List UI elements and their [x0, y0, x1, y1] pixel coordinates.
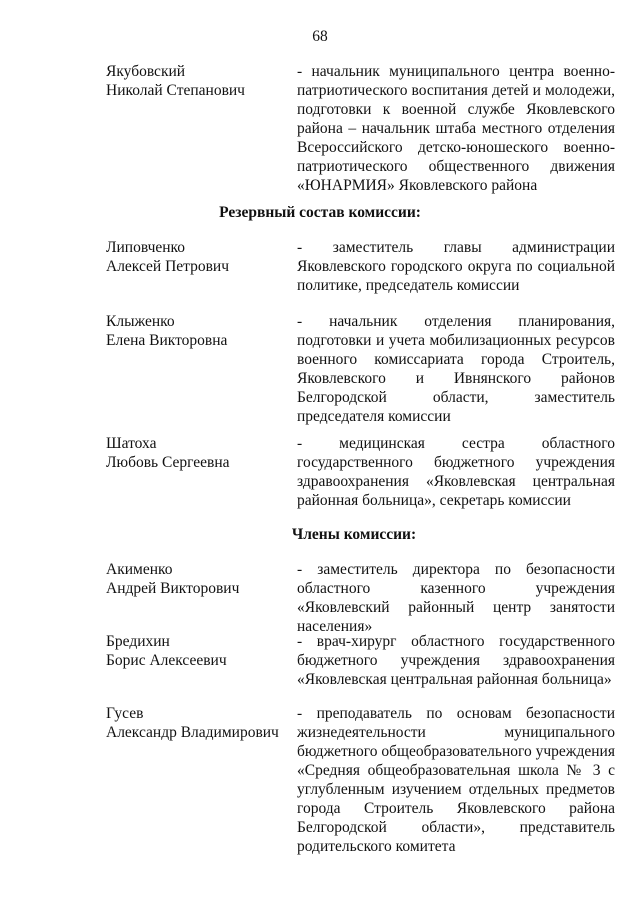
given-name: Любовь Сергеевна	[106, 454, 230, 471]
given-name: Борис Алексеевич	[106, 652, 227, 669]
given-name: Андрей Викторович	[106, 580, 240, 597]
surname: Якубовский	[106, 63, 186, 80]
person-role: - медицинская сестра областного государственного бюджетного учреждения здравоохранения «Яковлевская центральная районная больница», секретарь комиссии	[297, 435, 615, 509]
person-role: - заместитель директора по безопасности областного казенного учреждения «Яковлевский районный центр занятости населения»	[297, 561, 615, 635]
person-name	[106, 238, 291, 276]
surname: Липовченко	[106, 239, 186, 256]
person-role: - врач-хирург областного государственного бюджетного учреждения здравоохранения «Яковлевская центральная районная больница»	[297, 633, 615, 688]
given-name: Александр Владимирович	[106, 724, 279, 741]
person-role: - начальник отделения планирования, подготовки и учета мобилизационных ресурсов военного комиссариата города Строитель, Яковлевского и Ивнянского районов Белгородской области, заместитель председателя комиссии	[297, 313, 615, 425]
surname: Шатоха	[106, 435, 157, 452]
person-role: - преподаватель по основам безопасности жизнедеятельности муниципального бюджетного общеобразовательного учреждения «Средняя общеобразовательная школа № 3 с углубленным изучением отдельных предметов города Строитель Яковлевского района Белгородской области», представитель родительского комитета	[297, 705, 615, 855]
members-heading: Члены комиссии:	[291, 526, 417, 543]
surname: Бредихин	[106, 633, 170, 650]
person-role: - заместитель главы администрации Яковлевского городского округа по социальной политике, председатель комиссии	[297, 239, 615, 294]
given-name: Николай Степанович	[106, 82, 245, 99]
person-name	[106, 62, 291, 100]
person-name	[106, 434, 291, 472]
given-name: Алексей Петрович	[106, 258, 230, 275]
reserve-heading: Резервный состав комиссии:	[219, 204, 421, 221]
person-name	[106, 312, 291, 350]
surname: Гусев	[106, 705, 144, 722]
person-name	[106, 704, 291, 742]
surname: Клыженко	[106, 313, 175, 330]
page-number: 68	[312, 28, 328, 45]
person-name	[106, 632, 291, 670]
given-name: Елена Викторовна	[106, 332, 228, 349]
person-role: - начальник муниципального центра военно-патриотического воспитания детей и молодежи, подготовки к военной службе Яковлевского района – начальник штаба местного отделения Всероссийского детско-юношеского военно-патриотического общественного движения «ЮНАРМИЯ» Яковлевского района	[297, 63, 615, 194]
surname: Акименко	[106, 561, 173, 578]
person-name	[106, 560, 291, 598]
